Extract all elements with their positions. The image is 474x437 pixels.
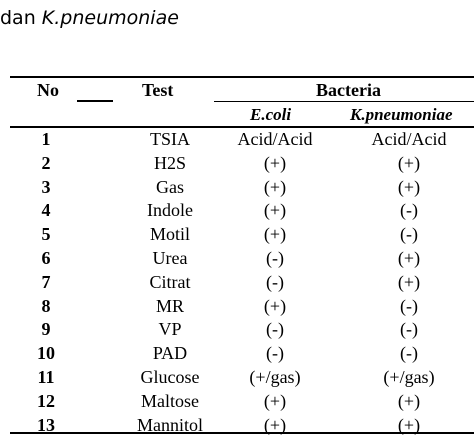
table-top-rule xyxy=(10,76,474,78)
row-number: 8 xyxy=(41,295,51,316)
header-bacteria: Bacteria xyxy=(316,80,381,100)
row-kpneumoniae-result: (-) xyxy=(400,200,418,221)
row-test-name: Indole xyxy=(147,200,193,221)
row-number: 12 xyxy=(37,390,55,411)
table-row xyxy=(10,390,474,414)
row-number: 7 xyxy=(41,271,51,292)
row-number: 13 xyxy=(37,414,55,435)
row-kpneumoniae-result: (+) xyxy=(397,390,421,411)
table-row xyxy=(10,342,474,366)
row-ecoli-result: (+) xyxy=(263,176,287,197)
row-number: 3 xyxy=(41,176,51,197)
row-ecoli-result: (-) xyxy=(266,271,284,292)
row-kpneumoniae-result: (+) xyxy=(397,176,421,197)
row-kpneumoniae-result: (+/gas) xyxy=(383,366,435,387)
row-number: 10 xyxy=(37,343,55,364)
row-kpneumoniae-result: (-) xyxy=(400,343,418,364)
header-ecoli: E.coli xyxy=(250,105,292,124)
row-test-name: H2S xyxy=(153,152,186,173)
table-row xyxy=(10,318,474,342)
table-row xyxy=(10,128,474,152)
row-test-name: MR xyxy=(155,295,184,316)
caption-prefix: dan xyxy=(0,7,42,29)
table-row xyxy=(10,152,474,176)
row-kpneumoniae-result: Acid/Acid xyxy=(371,129,447,149)
row-number: 6 xyxy=(41,247,51,268)
row-ecoli-result: (+) xyxy=(263,390,287,411)
row-number: 5 xyxy=(41,224,51,245)
row-ecoli-result: (+) xyxy=(263,224,287,245)
row-ecoli-result: Acid/Acid xyxy=(237,129,313,149)
row-test-name: TSIA xyxy=(150,129,190,149)
row-test-name: Mannitol xyxy=(137,414,203,435)
table-body xyxy=(10,128,474,437)
row-ecoli-result: (-) xyxy=(266,343,284,364)
row-test-name: Citrat xyxy=(149,271,191,292)
table-caption xyxy=(0,6,179,30)
row-test-name: Gas xyxy=(156,176,184,197)
table-row xyxy=(10,414,474,437)
row-test-name: VP xyxy=(158,319,182,340)
row-test-name: Maltose xyxy=(141,390,199,411)
row-number: 9 xyxy=(41,319,51,340)
row-number: 4 xyxy=(41,200,51,221)
row-kpneumoniae-result: (-) xyxy=(400,319,418,340)
row-kpneumoniae-result: (+) xyxy=(397,152,421,173)
row-ecoli-result: (+/gas) xyxy=(249,366,301,387)
table-row xyxy=(10,295,474,319)
row-number: 11 xyxy=(37,366,55,387)
header-test: Test xyxy=(142,80,174,100)
row-ecoli-result: (-) xyxy=(266,247,284,268)
table-row xyxy=(10,199,474,223)
table-row xyxy=(10,247,474,271)
row-ecoli-result: (+) xyxy=(263,152,287,173)
header-dash xyxy=(77,100,113,102)
row-number: 2 xyxy=(41,152,51,173)
row-test-name: Motil xyxy=(149,224,190,245)
row-test-name: Urea xyxy=(152,247,188,268)
row-kpneumoniae-result: (+) xyxy=(397,271,421,292)
row-ecoli-result: (+) xyxy=(263,200,287,221)
table-row xyxy=(10,223,474,247)
table-row xyxy=(10,366,474,390)
row-ecoli-result: (-) xyxy=(266,319,284,340)
row-ecoli-result: (+) xyxy=(263,414,287,435)
table-row xyxy=(10,176,474,200)
row-test-name: Glucose xyxy=(140,366,200,387)
header-kpneumoniae: K.pneumoniae xyxy=(350,105,453,124)
row-kpneumoniae-result: (+) xyxy=(397,247,421,268)
row-number: 1 xyxy=(41,129,51,149)
row-kpneumoniae-result: (-) xyxy=(400,224,418,245)
table-row xyxy=(10,271,474,295)
row-kpneumoniae-result: (-) xyxy=(400,295,418,316)
row-kpneumoniae-result: (+) xyxy=(397,414,421,435)
row-test-name: PAD xyxy=(152,343,188,364)
row-ecoli-result: (+) xyxy=(263,295,287,316)
caption-organism: K.pneumoniae xyxy=(41,7,179,29)
header-no: No xyxy=(37,80,59,100)
